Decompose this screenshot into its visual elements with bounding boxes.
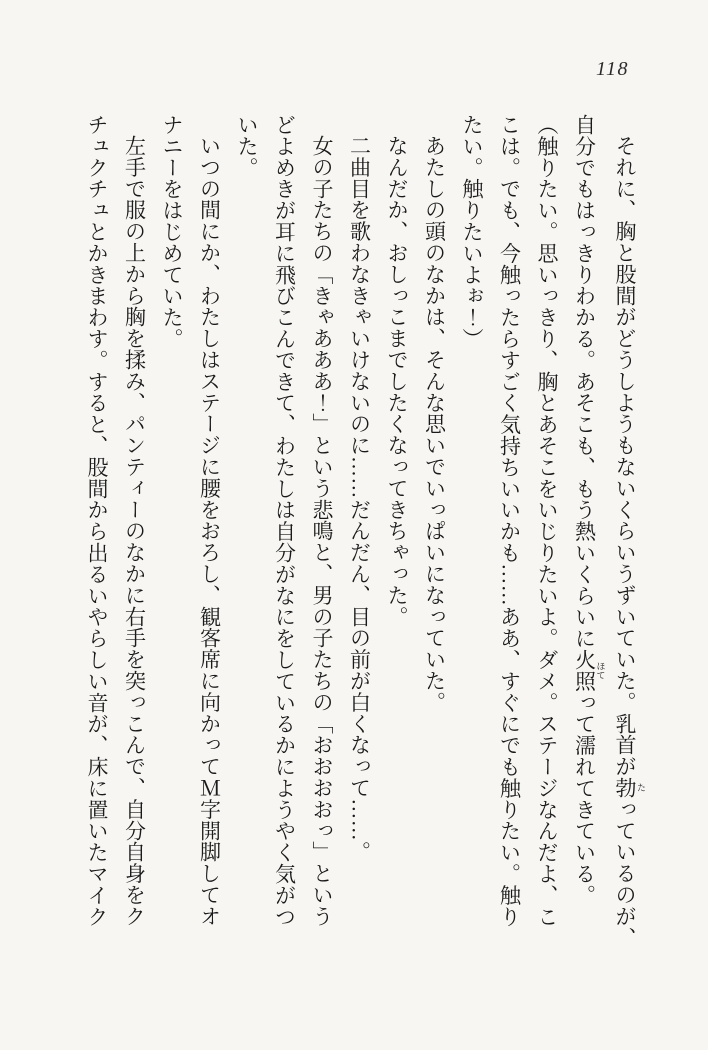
- text-line: 二曲目を歌わなきゃいけないのに……だんだん、目の前が白くなって……。: [347, 135, 372, 863]
- text-line: （触りたい。思いっきり、胸とあそこをいじりたいよ。ダメ。ステージなんだよ、こ: [535, 114, 559, 928]
- furigana-annotation: 勃 た: [613, 777, 646, 799]
- body-text: [78, 114, 647, 962]
- text-line: いつの間にか、わたしはステージに腰をおろし、観客席に向かってＭ字開脚してオ: [197, 135, 222, 927]
- text-line: あたしの頭のなかは、そんな思いでいっぱいになっていた。: [422, 135, 447, 713]
- text-line: なんだか、おしっこまでしたくなってきちゃった。: [385, 135, 409, 628]
- furigana-annotation: 火照 ほて: [572, 649, 606, 692]
- page-number: 118: [596, 58, 630, 80]
- text-line: こは。でも、今触ったらすごく気持ちいいかも……ああ、すぐにでも触りたい。触り: [497, 114, 522, 928]
- text-line: チュクチュとかきまわす。すると、股間から出るいやらしい音が、床に置いたマイク: [85, 114, 109, 928]
- text-line: いた。: [235, 114, 259, 179]
- text-line: 自分でもはっきりわかる。あそこも、もう熱いくらいに火照 ほてって濡れてきている。: [572, 114, 606, 906]
- text-line: ナニーをはじめていた。: [160, 114, 184, 350]
- text-line: どよめきが耳に飛びこんできて、わたしは自分がなにをしているかにようやく気がつ: [272, 114, 297, 928]
- text-line: それに、胸と股間がどうしようもないくらいうずいていた。乳首が勃 たっているのが、: [613, 135, 646, 949]
- text-line: 左手で服の上から胸を揉み、パンティーのなかに右手を突っこんで、自分自身をク: [122, 135, 147, 927]
- text-line: 女の子たちの「きゃあああ！」という悲鳴と、男の子たちの「おおおおっ」という: [310, 135, 334, 927]
- text-line: たい。触りたいよぉ！）: [460, 114, 484, 350]
